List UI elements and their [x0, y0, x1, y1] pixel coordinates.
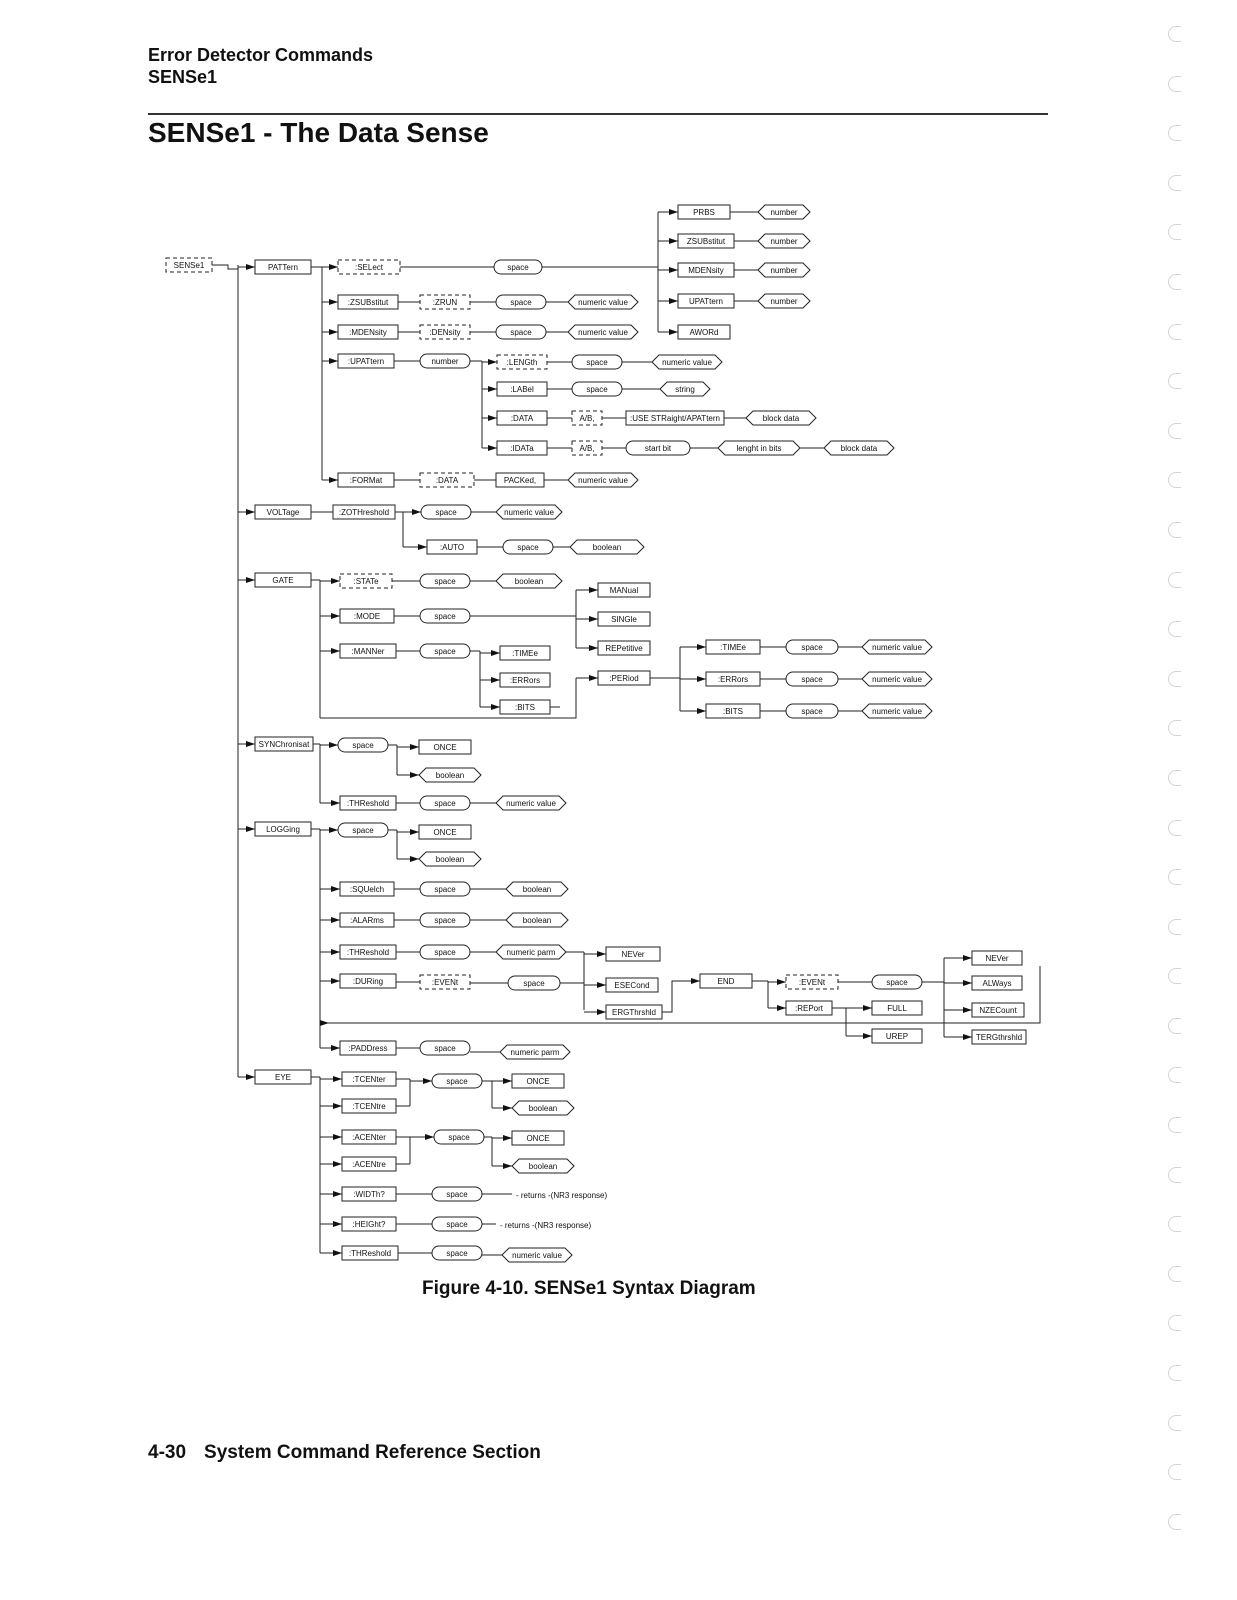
diagram-label: PACKed,: [503, 476, 537, 485]
binder-hole: [1168, 522, 1181, 538]
diagram-label: :ZSUBstitut: [347, 298, 389, 307]
binder-hole: [1168, 1415, 1181, 1431]
diagram-label: :BITS: [514, 703, 536, 712]
arrow-head: [425, 1134, 434, 1140]
page-number: 4-30: [148, 1442, 187, 1463]
arrow-head: [333, 1134, 342, 1140]
diagram-label: numeric value: [512, 1251, 562, 1260]
arrow-head: [333, 1191, 342, 1197]
diagram-label: lenght in bits: [736, 444, 782, 453]
diagram-label: space: [510, 298, 532, 307]
diagram-label: :MDENsity: [349, 328, 387, 337]
arrow-head: [491, 650, 500, 656]
diagram-label: numeric value: [872, 675, 922, 684]
binder-hole: [1168, 770, 1181, 786]
arrow-head: [963, 1034, 972, 1040]
diagram-label: space: [586, 385, 608, 394]
diagram-label: PATTern: [268, 263, 298, 272]
diagram-label: space: [352, 826, 374, 835]
arrow-head: [963, 980, 972, 986]
diagram-label: :TIMEe: [720, 643, 746, 652]
diagram-label: :ACENter: [352, 1133, 386, 1142]
diagram-label: space: [352, 741, 374, 750]
diagram-label: space: [517, 543, 539, 552]
diagram-label: :DURing: [352, 977, 384, 986]
diagram-label: space: [448, 1133, 470, 1142]
diagram-label: space: [434, 1044, 456, 1053]
arrow-head: [589, 616, 598, 622]
diagram-label: :DATA: [435, 476, 459, 485]
diagram-label: :LABel: [510, 385, 534, 394]
diagram-label: number: [770, 208, 798, 217]
diagram-label: :ERRors: [509, 676, 541, 685]
arrow-head: [331, 917, 340, 923]
arrow-head: [410, 856, 419, 862]
diagram-label: MANual: [609, 586, 639, 595]
diagram-label: NEVer: [985, 954, 1009, 963]
diagram-label: number: [770, 237, 798, 246]
diagram-label: :ZRUN: [432, 298, 458, 307]
diagram-label: :LENGth: [506, 358, 538, 367]
arrow-head: [410, 772, 419, 778]
arrow-head: [331, 613, 340, 619]
diagram-label: space: [507, 263, 529, 272]
arrow-head: [503, 1135, 512, 1141]
arrow-head: [597, 982, 606, 988]
diagram-label: MDENsity: [688, 266, 724, 275]
binder-hole: [1168, 1514, 1181, 1530]
diagram-label: space: [801, 675, 823, 684]
diagram-label: SENSe1: [173, 261, 205, 270]
diagram-label: :TIMEe: [512, 649, 538, 658]
diagram-label: ERGThrshld: [611, 1008, 657, 1017]
arrow-head: [329, 358, 338, 364]
connector-line: [662, 981, 700, 1012]
arrow-head: [246, 264, 255, 270]
binder-hole: [1168, 274, 1181, 290]
diagram-label: ONCE: [526, 1134, 550, 1143]
diagram-label: start bit: [644, 444, 672, 453]
arrow-head: [863, 1033, 872, 1039]
diagram-label: LOGGing: [266, 825, 300, 834]
page-title: SENSe1 - The Data Sense: [148, 117, 489, 148]
diagram-label: :REPort: [794, 1004, 824, 1013]
arrow-head: [329, 477, 338, 483]
arrow-head: [246, 577, 255, 583]
diagram-label: REPetitive: [605, 644, 643, 653]
binder-hole: [1168, 373, 1181, 389]
arrow-head: [491, 704, 500, 710]
arrow-head: [246, 826, 255, 832]
arrow-head: [418, 544, 427, 550]
arrow-head: [246, 1074, 255, 1080]
diagram-label: :EVENt: [798, 978, 826, 987]
diagram-label: AWORd: [689, 328, 719, 337]
arrow-head: [333, 1221, 342, 1227]
diagram-label: space: [434, 577, 456, 586]
diagram-label: space: [434, 948, 456, 957]
binder-hole: [1168, 1266, 1181, 1282]
arrow-head: [963, 1007, 972, 1013]
diagram-label: space: [586, 358, 608, 367]
diagram-label: :THReshold: [348, 1249, 392, 1258]
diagram-label: :ALARms: [350, 916, 384, 925]
binder-hole: [1168, 1464, 1181, 1480]
arrow-head: [329, 264, 338, 270]
binder-hole: [1168, 919, 1181, 935]
diagram-label: :BITS: [722, 707, 744, 716]
arrow-head: [503, 1163, 512, 1169]
diagram-label: :AUTO: [439, 543, 465, 552]
arrow-head: [412, 509, 421, 515]
diagram-label: numeric parm: [506, 948, 556, 957]
diagram-label: :TCENtre: [352, 1102, 386, 1111]
binder-hole: [1168, 1365, 1181, 1381]
diagram-label: boolean: [435, 771, 465, 780]
diagram-label: :THReshold: [346, 799, 390, 808]
arrow-head: [329, 742, 338, 748]
diagram-label: space: [801, 643, 823, 652]
arrow-head: [697, 676, 706, 682]
diagram-note: - returns -(NR3 response): [516, 1191, 608, 1200]
arrow-head: [669, 267, 678, 273]
binder-hole: [1168, 968, 1181, 984]
diagram-label: space: [510, 328, 532, 337]
diagram-label: :MODE: [353, 612, 381, 621]
diagram-label: boolean: [592, 543, 622, 552]
arrow-head: [491, 677, 500, 683]
diagram-label: A/B,: [579, 414, 595, 423]
diagram-label: SINGle: [611, 615, 637, 624]
binder-hole: [1168, 1067, 1181, 1083]
diagram-label: NEVer: [621, 950, 645, 959]
diagram-label: numeric value: [506, 799, 556, 808]
diagram-label: number: [770, 297, 798, 306]
diagram-label: :TCENter: [352, 1075, 386, 1084]
arrow-head: [697, 708, 706, 714]
diagram-label: space: [446, 1077, 468, 1086]
binder-hole: [1168, 1315, 1181, 1331]
arrow-head: [503, 1105, 512, 1111]
arrow-head: [329, 827, 338, 833]
arrow-head: [423, 1078, 432, 1084]
diagram-label: EYE: [274, 1073, 292, 1082]
subsection-header: SENSe1: [148, 67, 218, 87]
page-footer: [148, 1442, 541, 1464]
diagram-label: boolean: [514, 577, 544, 586]
diagram-label: :STATe: [353, 577, 379, 586]
diagram-label: ALWays: [982, 979, 1012, 988]
connector-line: [212, 265, 238, 269]
binder-hole: [1168, 572, 1181, 588]
binder-hole: [1168, 224, 1181, 240]
arrow-head: [331, 578, 340, 584]
diagram-label: number: [431, 357, 459, 366]
diagram-label: numeric value: [578, 328, 628, 337]
binder-hole: [1168, 125, 1181, 141]
diagram-label: space: [886, 978, 908, 987]
diagram-label: ESECond: [614, 981, 650, 990]
diagram-label: :USE STRaight/APATtern: [630, 414, 720, 423]
diagram-label: ONCE: [433, 828, 457, 837]
arrow-head: [863, 1005, 872, 1011]
diagram-label: :SQUelch: [349, 885, 385, 894]
diagram-label: space: [801, 707, 823, 716]
arrow-head: [329, 299, 338, 305]
diagram-label: PRBS: [693, 208, 715, 217]
diagram-label: :PADDress: [348, 1044, 388, 1053]
binder-hole: [1168, 175, 1181, 191]
arrow-head: [597, 951, 606, 957]
binder-hole: [1168, 869, 1181, 885]
arrow-head: [488, 386, 497, 392]
diagram-label: :SELect: [354, 263, 384, 272]
diagram-label: :MANNer: [351, 647, 385, 656]
diagram-label: :ACENtre: [352, 1160, 386, 1169]
diagram-label: boolean: [522, 885, 552, 894]
binder-hole: [1168, 1117, 1181, 1133]
diagram-label: numeric value: [662, 358, 712, 367]
binder-hole: [1168, 1167, 1181, 1183]
arrow-head: [589, 675, 598, 681]
diagram-label: space: [434, 885, 456, 894]
arrow-head: [488, 445, 497, 451]
binder-hole: [1168, 324, 1181, 340]
diagram-label: :IDATa: [510, 444, 534, 453]
diagram-label: space: [523, 979, 545, 988]
arrow-head: [669, 298, 678, 304]
diagram-label: :EVENt: [431, 978, 459, 987]
binder-hole: [1168, 26, 1181, 42]
diagram-label: numeric parm: [510, 1048, 560, 1057]
arrow-head: [777, 1005, 786, 1011]
arrow-head: [669, 329, 678, 335]
arrow-head: [410, 829, 419, 835]
diagram-label: space: [446, 1190, 468, 1199]
diagram-label: SYNChronisat: [258, 740, 310, 749]
diagram-label: boolean: [522, 916, 552, 925]
arrow-head: [331, 978, 340, 984]
arrow-head: [331, 648, 340, 654]
binder-hole: [1168, 1216, 1181, 1232]
diagram-label: ONCE: [433, 743, 457, 752]
diagram-label: string: [675, 385, 695, 394]
diagram-label: :PERiod: [609, 674, 639, 683]
diagram-note: - returns -(NR3 response): [500, 1221, 592, 1230]
binder-holes: [1168, 26, 1181, 1563]
arrow-head: [963, 955, 972, 961]
binder-hole: [1168, 472, 1181, 488]
arrow-head: [331, 949, 340, 955]
binder-hole: [1168, 423, 1181, 439]
diagram-label: VOLTage: [266, 508, 300, 517]
binder-hole: [1168, 76, 1181, 92]
arrow-head: [691, 978, 700, 984]
arrow-head: [777, 979, 786, 985]
diagram-label: ZSUBstitut: [686, 237, 726, 246]
binder-hole: [1168, 820, 1181, 836]
diagram-label: space: [434, 612, 456, 621]
diagram-label: block data: [840, 444, 878, 453]
diagram-label: numeric value: [578, 476, 628, 485]
diagram-label: space: [446, 1220, 468, 1229]
section-header: Error Detector Commands: [148, 45, 374, 65]
diagram-label: TERGthrshld: [975, 1033, 1023, 1042]
diagram-label: space: [434, 916, 456, 925]
arrow-head: [331, 886, 340, 892]
arrow-head: [246, 741, 255, 747]
arrow-head: [333, 1076, 342, 1082]
diagram-label: numeric value: [872, 643, 922, 652]
diagram-label: numeric value: [504, 508, 554, 517]
arrow-head: [333, 1161, 342, 1167]
arrow-head: [329, 329, 338, 335]
binder-hole: [1168, 720, 1181, 736]
diagram-label: :DATA: [510, 414, 534, 423]
arrow-head: [333, 1103, 342, 1109]
binder-hole: [1168, 671, 1181, 687]
diagram-label: space: [434, 647, 456, 656]
diagram-label: :UPATtern: [347, 357, 385, 366]
diagram-label: space: [434, 799, 456, 808]
diagram-label: :THReshold: [346, 948, 390, 957]
diagram-label: UPATtern: [689, 297, 723, 306]
arrow-head: [669, 238, 678, 244]
figure-caption: Figure 4-10. SENSe1 Syntax Diagram: [422, 1278, 756, 1299]
diagram-label: FULL: [887, 1004, 907, 1013]
footer-text: System Command Reference Section: [204, 1442, 541, 1463]
diagram-label: boolean: [528, 1162, 558, 1171]
diagram-label: :ZOTHreshold: [338, 508, 390, 517]
diagram-label: space: [446, 1249, 468, 1258]
diagram-label: :FORMat: [349, 476, 383, 485]
diagram-label: number: [770, 266, 798, 275]
arrow-head: [589, 645, 598, 651]
diagram-label: :ERRors: [717, 675, 749, 684]
diagram-label: :WIDTh?: [353, 1190, 385, 1199]
arrow-head: [331, 1045, 340, 1051]
diagram-label: numeric value: [872, 707, 922, 716]
diagram-label: boolean: [435, 855, 465, 864]
binder-hole: [1168, 1018, 1181, 1034]
diagram-label: END: [717, 977, 735, 986]
arrow-head: [320, 1020, 329, 1026]
diagram-label: space: [435, 508, 457, 517]
diagram-label: GATE: [272, 576, 294, 585]
arrow-head: [246, 509, 255, 515]
arrow-head: [589, 587, 598, 593]
arrow-head: [488, 359, 497, 365]
diagram-label: block data: [762, 414, 800, 423]
diagram-label: numeric value: [578, 298, 628, 307]
arrow-head: [331, 800, 340, 806]
diagram-label: boolean: [528, 1104, 558, 1113]
diagram-label: UREP: [885, 1032, 909, 1041]
diagram-label: :DENsity: [429, 328, 461, 337]
arrow-head: [669, 209, 678, 215]
arrow-head: [597, 1009, 606, 1015]
diagram-label: NZECount: [979, 1006, 1017, 1015]
binder-hole: [1168, 621, 1181, 637]
diagram-label: ONCE: [526, 1077, 550, 1086]
diagram-label: A/B,: [579, 444, 595, 453]
arrow-head: [410, 744, 419, 750]
arrow-head: [488, 415, 497, 421]
arrow-head: [503, 1078, 512, 1084]
arrow-head: [333, 1250, 342, 1256]
diagram-label: :HEIGht?: [352, 1220, 386, 1229]
arrow-head: [697, 644, 706, 650]
